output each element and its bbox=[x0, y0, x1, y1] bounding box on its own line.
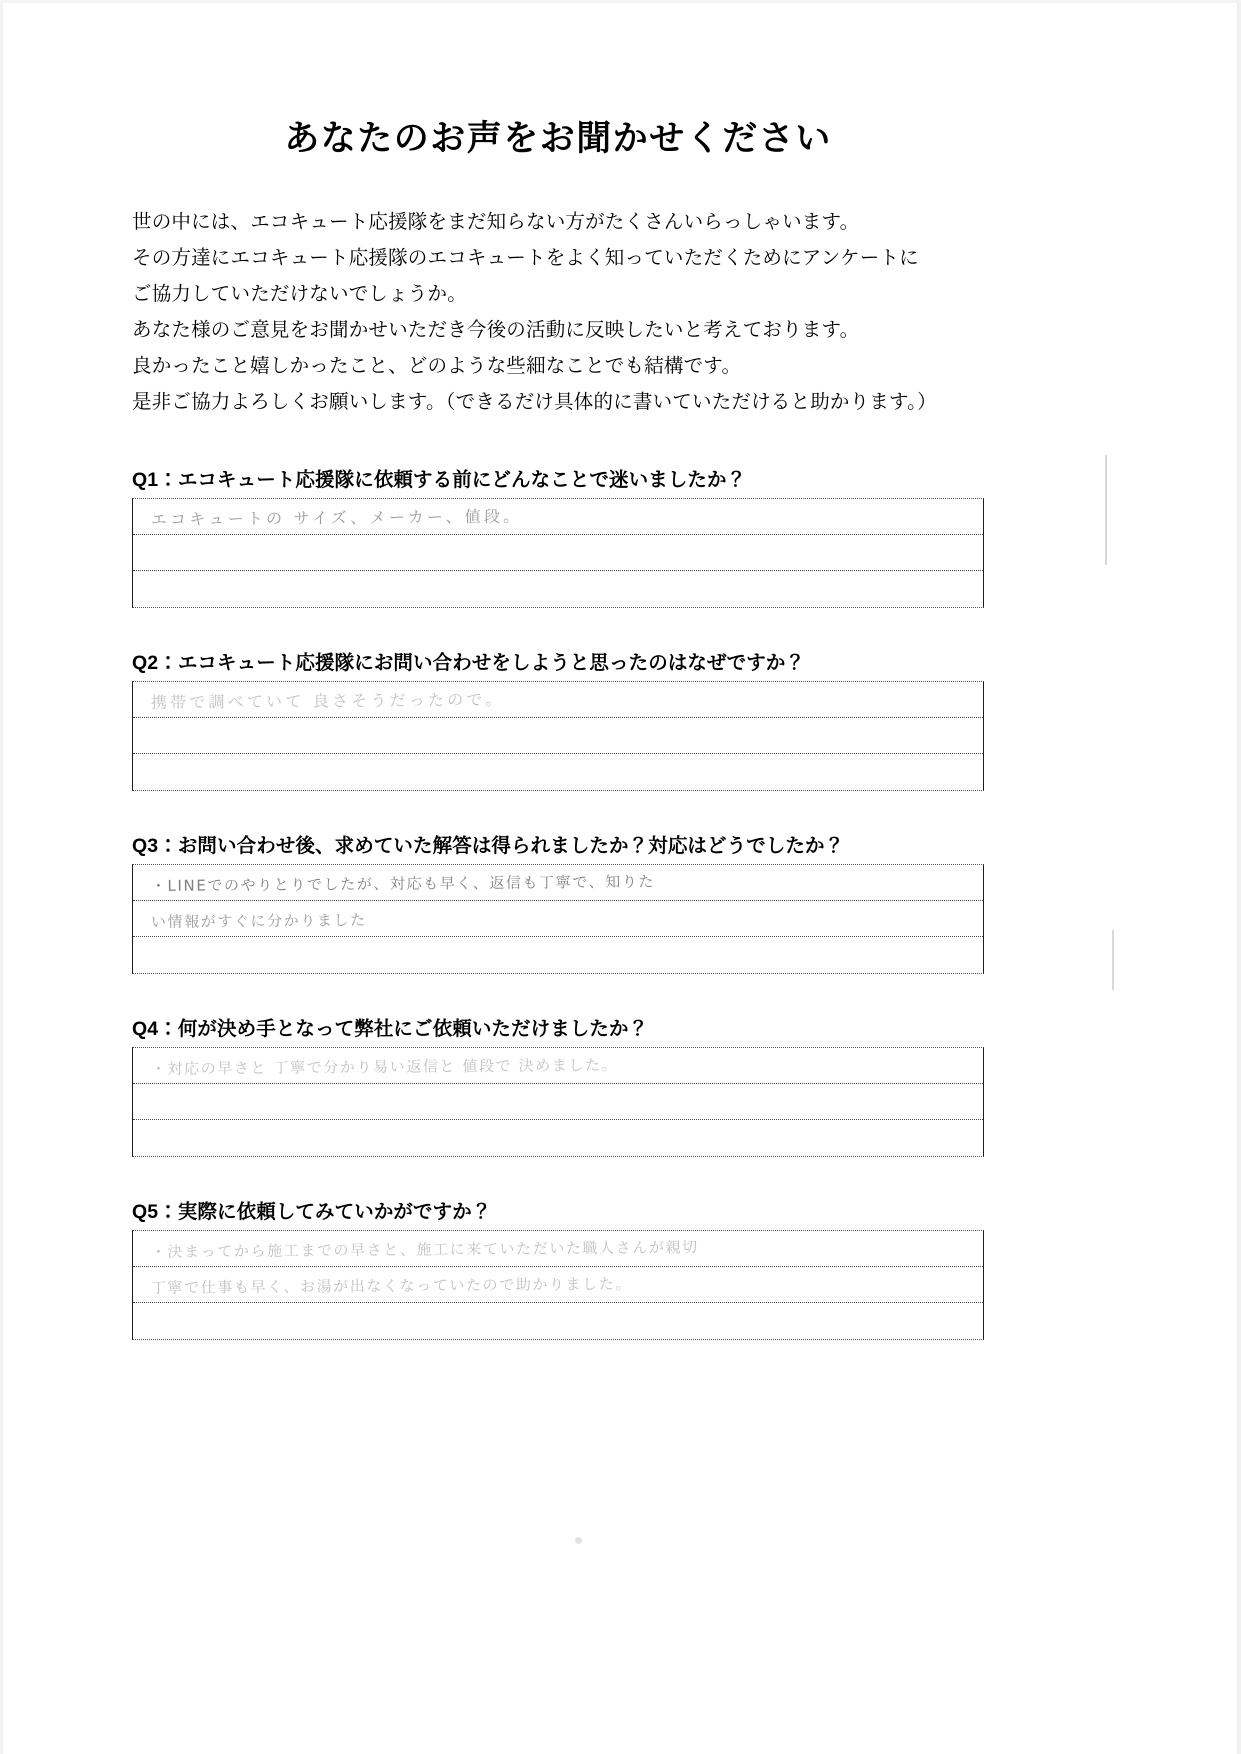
question-heading-q3: Q3：お問い合わせ後、求めていた解答は得られましたか？対応はどうでしたか？ bbox=[132, 835, 845, 857]
answer-row[interactable] bbox=[133, 1267, 983, 1303]
handwritten-answer-text: 携帯で調べていて 良さそうだったので。 bbox=[150, 689, 505, 713]
answer-row[interactable] bbox=[133, 754, 983, 790]
answer-row[interactable] bbox=[133, 718, 983, 754]
intro-line: 世の中には、エコキュート応援隊をまだ知らない方がたくさんいらっしゃいます。 bbox=[132, 211, 860, 233]
page-title: あなたのお声をお聞かせください bbox=[284, 119, 832, 158]
handwritten-answer-text: エコキュートの サイズ、メーカー、値段。 bbox=[150, 506, 523, 530]
question-block-q3 bbox=[132, 830, 984, 974]
answer-box-q2[interactable] bbox=[132, 681, 984, 791]
intro-line: その方達にエコキュート応援隊のエコキュートをよく知っていただくためにアンケートに bbox=[132, 247, 919, 269]
answer-row[interactable] bbox=[133, 1120, 983, 1156]
answer-box-q3[interactable] bbox=[132, 864, 984, 974]
intro-line: 是非ご協力よろしくお願いします。（できるだけ具体的に書いていただけると助かります。） bbox=[132, 391, 937, 413]
scan-edge-artifact-left bbox=[0, 0, 3, 1754]
scan-speck bbox=[1105, 455, 1107, 565]
answer-row[interactable] bbox=[133, 937, 983, 973]
page-content bbox=[132, 0, 984, 1340]
handwritten-answer-text: 丁寧で仕事も早く、お湯が出なくなっていたので助かりました。 bbox=[150, 1274, 633, 1297]
answer-row[interactable] bbox=[133, 682, 983, 718]
answer-box-q1[interactable] bbox=[132, 498, 984, 608]
intro-line: ご協力していただけないでしょうか。 bbox=[132, 283, 467, 305]
question-block-q2 bbox=[132, 647, 984, 791]
answer-row[interactable] bbox=[133, 1048, 983, 1084]
question-block-q5 bbox=[132, 1196, 984, 1340]
intro-line: 良かったこと嬉しかったこと、どのような些細なことでも結構です。 bbox=[132, 355, 742, 377]
question-heading-q5: Q5：実際に依頼してみていかがですか？ bbox=[132, 1201, 492, 1223]
answer-row[interactable] bbox=[133, 499, 983, 535]
answer-box-q4[interactable] bbox=[132, 1047, 984, 1157]
answer-row[interactable] bbox=[133, 535, 983, 571]
scan-speck bbox=[1112, 930, 1114, 990]
answer-box-q5[interactable] bbox=[132, 1230, 984, 1340]
answer-row[interactable] bbox=[133, 865, 983, 901]
intro-paragraph bbox=[132, 204, 984, 420]
handwritten-answer-text: い情報がすぐに分かりました bbox=[150, 911, 367, 932]
question-block-q4 bbox=[132, 1013, 984, 1157]
answer-row[interactable] bbox=[133, 1231, 983, 1267]
answer-row[interactable] bbox=[133, 1084, 983, 1120]
answer-row[interactable] bbox=[133, 571, 983, 607]
scan-edge-artifact-right bbox=[1237, 0, 1241, 1754]
answer-row[interactable] bbox=[133, 901, 983, 937]
question-heading-q4: Q4：何が決め手となって弊社にご依頼いただけましたか？ bbox=[132, 1018, 649, 1040]
handwritten-answer-text: ・決まってから施工までの早さと、施工に来ていただいた職人さんが親切 bbox=[150, 1238, 699, 1261]
handwritten-answer-text: ・LINEでのやりとりでしたが、対応も早く、返信も丁寧で、知りた bbox=[150, 872, 656, 896]
question-heading-q1: Q1：エコキュート応援隊に依頼する前にどんなことで迷いましたか？ bbox=[132, 469, 747, 491]
question-heading-q2: Q2：エコキュート応援隊にお問い合わせをしようと思ったのはなぜですか？ bbox=[132, 652, 806, 674]
scan-footer-mark bbox=[575, 1537, 582, 1544]
intro-line: あなた様のご意見をお聞かせいただき今後の活動に反映したいと考えております。 bbox=[132, 319, 860, 341]
answer-row[interactable] bbox=[133, 1303, 983, 1339]
question-block-q1 bbox=[132, 464, 984, 608]
handwritten-answer-text: ・対応の早さと 丁寧で分かり易い返信と 値段で 決めました。 bbox=[150, 1055, 619, 1078]
